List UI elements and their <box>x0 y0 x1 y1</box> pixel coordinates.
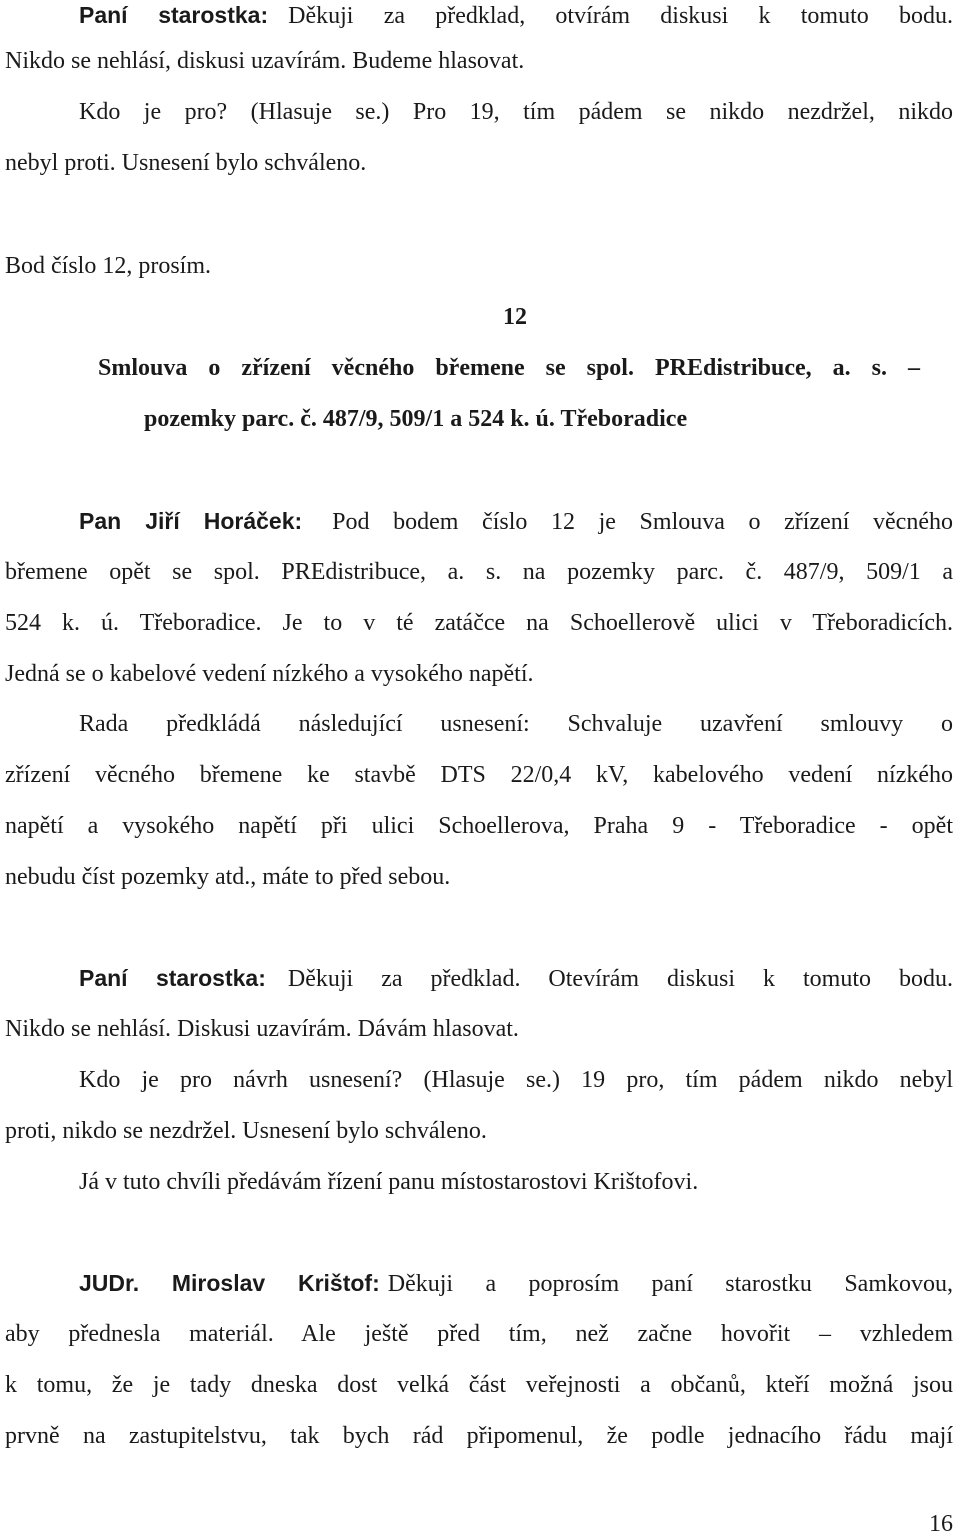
paragraph-line: 524 k. ú. Třeboradice. Je to v té zatáčce na Schoellerově ulici v Třeboradicích. <box>5 610 953 636</box>
agenda-item-number: 12 <box>503 304 527 330</box>
paragraph-line: proti, nikdo se nezdržel. Usnesení bylo schváleno. <box>5 1118 487 1144</box>
paragraph-line <box>79 0 953 31</box>
paragraph-line <box>79 963 953 994</box>
paragraph-line: břemene opět se spol. PREdistribuce, a. s. na pozemky parc. č. 487/9, 509/1 a <box>5 559 953 585</box>
speaker-name: JUDr. Miroslav Krištof: <box>79 1270 380 1296</box>
paragraph-line: k tomu, že je tady dneska dost velká část veřejnosti a občanů, kteří možná jsou <box>5 1372 953 1398</box>
paragraph-line <box>79 506 953 537</box>
speaker-name: Paní starostka: <box>79 2 269 28</box>
paragraph-line: Já v tuto chvíli předávám řízení panu místostarostovi Krištofovi. <box>79 1169 699 1195</box>
paragraph-line: Rada předkládá následující usnesení: Schvaluje uzavření smlouvy o <box>79 711 953 737</box>
page-number: 16 <box>929 1511 953 1537</box>
paragraph-line: Nikdo se nehlásí. Diskusi uzavírám. Dávám hlasovat. <box>5 1016 519 1042</box>
paragraph-line: nebudu číst pozemky atd., máte to před sebou. <box>5 864 451 890</box>
agenda-call-line: Bod číslo 12, prosím. <box>5 253 212 279</box>
speech-text: Pod bodem číslo 12 je Smlouva o zřízení věcného <box>332 509 953 535</box>
paragraph-line: Nikdo se nehlásí, diskusi uzavírám. Budeme hlasovat. <box>5 48 525 74</box>
speech-text: Děkuji za předklad. Otevírám diskusi k tomuto bodu. <box>287 966 953 992</box>
paragraph-line: nebyl proti. Usnesení bylo schváleno. <box>5 150 367 176</box>
agenda-item-title: pozemky parc. č. 487/9, 509/1 a 524 k. ú. Třeboradice <box>144 406 688 432</box>
speech-text: Děkuji za předklad, otvírám diskusi k tomuto bodu. <box>288 3 953 29</box>
paragraph-line: prvně na zastupitelstvu, tak bych rád připomenul, že podle jednacího řádu mají <box>5 1423 953 1449</box>
paragraph-line: Jedná se o kabelové vedení nízkého a vysokého napětí. <box>5 661 534 687</box>
paragraph-line <box>79 1268 953 1299</box>
paragraph-line: aby přednesla materiál. Ale ještě před tím, než začne hovořit – vzhledem <box>5 1321 953 1347</box>
paragraph-line: Kdo je pro návrh usnesení? (Hlasuje se.) 19 pro, tím pádem nikdo nebyl <box>79 1067 953 1093</box>
paragraph-line: zřízení věcného břemene ke stavbě DTS 22/0,4 kV, kabelového vedení nízkého <box>5 762 953 788</box>
paragraph-line: Kdo je pro? (Hlasuje se.) Pro 19, tím pádem se nikdo nezdržel, nikdo <box>79 99 953 125</box>
speech-text: Děkuji a poprosím paní starostku Samkovou, <box>387 1271 953 1297</box>
speaker-name: Pan Jiří Horáček: <box>79 508 303 534</box>
paragraph-line: napětí a vysokého napětí při ulici Schoellerova, Praha 9 - Třeboradice - opět <box>5 813 953 839</box>
speaker-name: Paní starostka: <box>79 965 266 991</box>
agenda-item-title: Smlouva o zřízení věcného břemene se spol. PREdistribuce, a. s. – <box>98 355 920 381</box>
